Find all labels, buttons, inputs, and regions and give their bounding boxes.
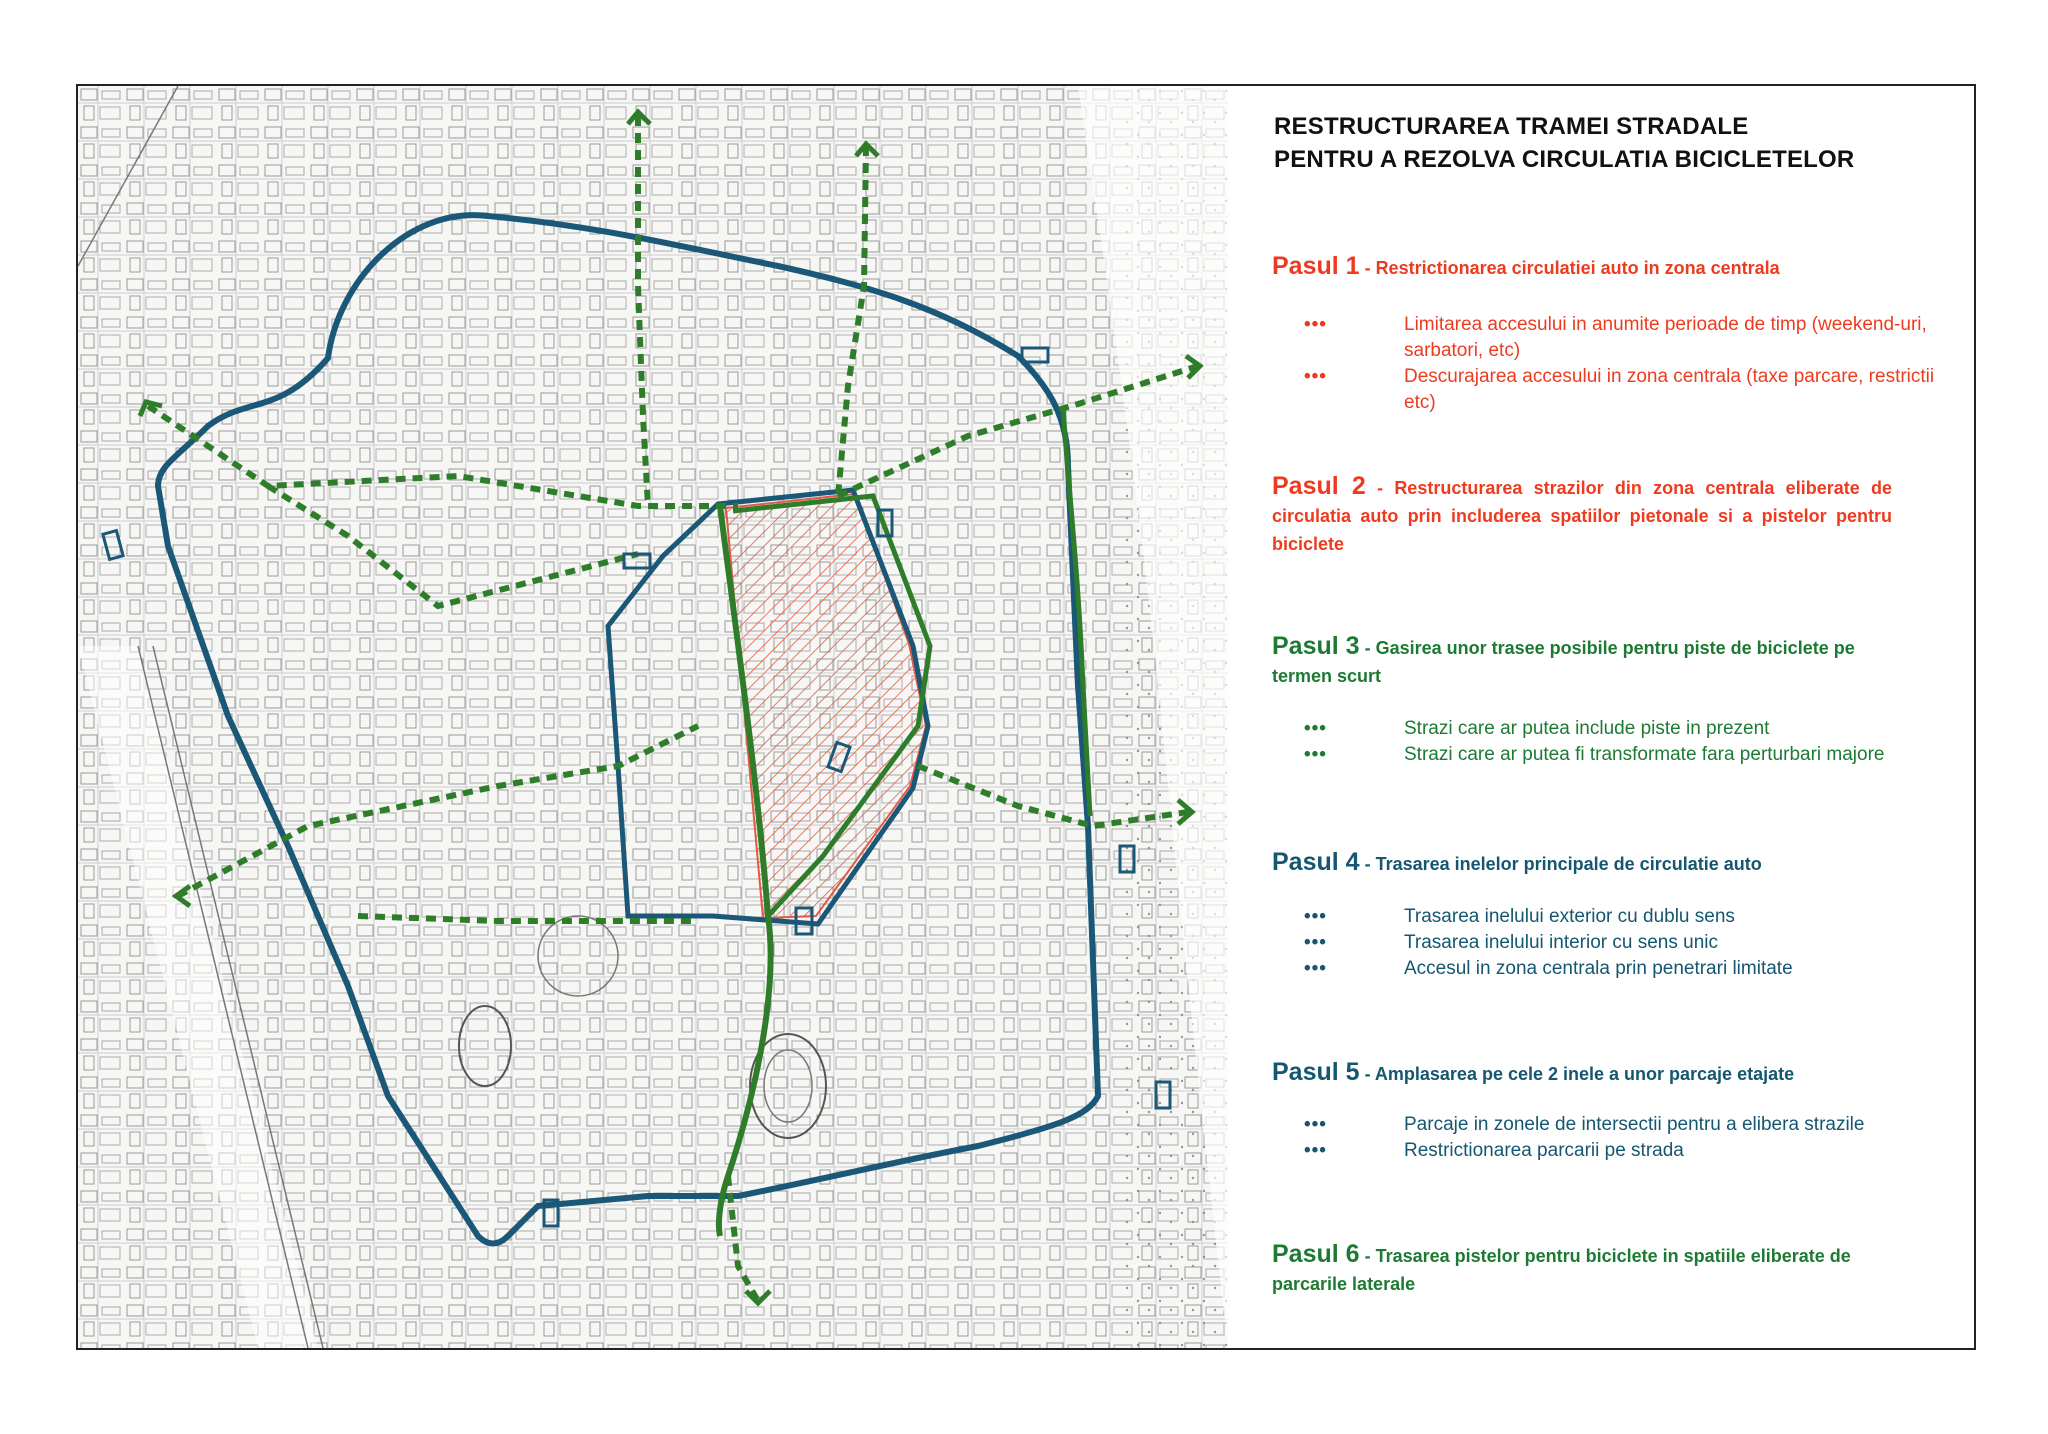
bullet-icon: ••• <box>1304 1140 1327 1161</box>
step-2-label: Pasul 2 <box>1272 472 1366 500</box>
list-item <box>1304 1138 1944 1164</box>
bullet-icon: ••• <box>1304 744 1327 765</box>
bullet-icon: ••• <box>1304 958 1327 979</box>
step-1-text: Restrictionarea circulatiei auto in zona centrala <box>1375 258 1780 278</box>
bullet-icon: ••• <box>1304 906 1327 927</box>
list-item <box>1304 904 1944 930</box>
step-3 <box>1272 632 1892 690</box>
bullet-icon: ••• <box>1304 366 1327 387</box>
step-separator: - <box>1359 854 1376 874</box>
bullet-icon: ••• <box>1304 314 1327 335</box>
bullet-text: Strazi care ar putea fi transformate fara perturbari majore <box>1404 744 1885 765</box>
step-3-label: Pasul 3 <box>1272 632 1360 660</box>
step-5-text: Amplasarea pe cele 2 inele a unor parcaje etajate <box>1374 1064 1795 1084</box>
step-2 <box>1272 472 1892 558</box>
list-item <box>1304 1112 1944 1138</box>
step-1 <box>1272 252 1892 282</box>
bullet-text: Accesul in zona centrala prin penetrari limitate <box>1404 958 1793 979</box>
step-5-bullets <box>1304 1112 1944 1164</box>
bullet-icon: ••• <box>1304 932 1327 953</box>
step-6 <box>1272 1240 1892 1298</box>
bullet-text: Strazi care ar putea include piste in prezent <box>1404 718 1770 739</box>
step-4-label: Pasul 4 <box>1272 848 1360 876</box>
list-item <box>1304 956 1944 982</box>
step-separator: - <box>1359 638 1376 658</box>
list-item <box>1304 364 1944 416</box>
step-separator: - <box>1365 478 1395 498</box>
title-line-2: PENTRU A REZOLVA CIRCULATIA BICICLETELOR <box>1274 146 1855 173</box>
step-6-label: Pasul 6 <box>1272 1240 1360 1268</box>
list-item <box>1304 930 1944 956</box>
title-line-1: RESTRUCTURAREA TRAMEI STRADALE <box>1274 113 1749 140</box>
bullet-icon: ••• <box>1304 1114 1327 1135</box>
list-item <box>1304 716 1944 742</box>
bullet-text: Trasarea inelului exterior cu dublu sens <box>1404 906 1735 927</box>
step-4 <box>1272 848 1892 878</box>
step-3-bullets <box>1304 716 1944 768</box>
bullet-text: Limitarea accesului in anumite perioade de timp (weekend-uri, sarbatori, etc) <box>1404 314 1927 361</box>
step-separator: - <box>1359 1064 1375 1084</box>
city-map <box>78 86 1228 1348</box>
step-4-bullets <box>1304 904 1944 982</box>
bullet-text: Descurajarea accesului in zona centrala (taxe parcare, restrictii etc) <box>1404 366 1935 413</box>
step-separator: - <box>1359 1246 1376 1266</box>
map-drawing <box>78 86 1228 1348</box>
step-3-text: Gasirea unor trasee posibile pentru piste de biciclete pe termen scurt <box>1272 638 1855 686</box>
step-5 <box>1272 1058 1892 1088</box>
step-4-text: Trasarea inelelor principale de circulatie auto <box>1375 854 1762 874</box>
step-1-label: Pasul 1 <box>1272 252 1360 280</box>
bullet-text: Restrictionarea parcarii pe strada <box>1404 1140 1684 1161</box>
step-6-text: Trasarea pistelor pentru biciclete in spatiile eliberate de parcarile laterale <box>1272 1246 1851 1294</box>
step-2-text: Restructurarea strazilor din zona centrala eliberate de circulatia auto prin includerea spatiilor pietonale si a pistelor pentru biciclete <box>1272 478 1892 554</box>
list-item <box>1304 312 1944 364</box>
bullet-text: Parcaje in zonele de intersectii pentru a elibera strazile <box>1404 1114 1865 1135</box>
step-5-label: Pasul 5 <box>1272 1058 1360 1086</box>
bullet-icon: ••• <box>1304 718 1327 739</box>
bullet-text: Trasarea inelului interior cu sens unic <box>1404 932 1719 953</box>
page-title <box>1274 110 1950 176</box>
list-item <box>1304 742 1944 768</box>
step-1-bullets <box>1304 312 1944 416</box>
step-separator: - <box>1359 258 1376 278</box>
legend-panel <box>1270 110 1950 176</box>
